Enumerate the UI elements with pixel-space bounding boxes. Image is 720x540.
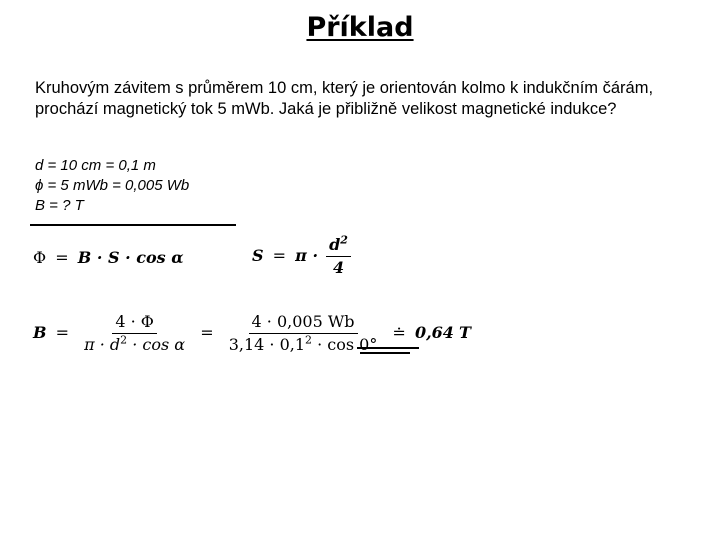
- formula-induction-num1: 4 · Φ: [112, 313, 157, 334]
- result-value: 0,64: [414, 323, 454, 342]
- formula-area-num: d: [329, 235, 341, 254]
- formula-flux: Φ = B · S · cos α: [33, 248, 184, 267]
- formula-induction: B = $\frac{4 \cdot \Phi}{\pi \cdot d^2 \cdot \cos \alpha}$ = $\frac{4 \cdot 0,005 Wb}{3,14 \cdot 0,1^2 \cdot \cos 0^\circ}$ ≐ 0,64 T: [33, 312, 471, 354]
- formula-induction-den2b: · cos 0°: [312, 335, 378, 354]
- given-values: [35, 156, 189, 216]
- result-unit: T: [459, 323, 471, 342]
- formula-induction-den2a: 3,14 · 0,1: [228, 335, 306, 354]
- formula-induction-den1-exp: 2: [120, 333, 128, 347]
- formula-flux-rhs: B · S · cos α: [77, 248, 184, 267]
- formula-area-lhs: S: [252, 246, 264, 265]
- formula-area-fraction: [326, 233, 351, 277]
- formula-area-prefix: π ·: [295, 246, 319, 265]
- formula-induction-lhs: B: [33, 323, 47, 342]
- given-unknown: B = ? T: [35, 197, 84, 214]
- formula-area-exp: 2: [340, 233, 348, 247]
- result-underline: [357, 347, 419, 349]
- given-divider: [30, 224, 236, 226]
- formula-induction-num2: 4 · 0,005 Wb: [249, 313, 358, 334]
- given-diameter: d = 10 cm = 0,1 m: [35, 157, 156, 174]
- page-title: Příklad: [306, 12, 414, 43]
- given-flux: ϕ = 5 mWb = 0,005 Wb: [35, 177, 190, 194]
- approx-symbol: ≐: [392, 323, 406, 342]
- formula-induction-den1a: π · d: [84, 335, 121, 354]
- formula-area: S = π · $\frac{d^2}{4}$: [252, 236, 354, 277]
- formula-induction-den1b: · cos α: [127, 335, 186, 354]
- formula-induction-fraction-symbolic: [81, 313, 188, 354]
- formula-area-den: 4: [332, 258, 345, 277]
- result-double-underline: [360, 352, 410, 354]
- formula-induction-den2-exp: 2: [305, 333, 313, 347]
- problem-text: Kruhovým závitem s průměrem 10 cm, který je orientován kolmo k indukčním čárám, prochází magnetický tok 5 mWb. Jaká je přibližně velikost magnetické indukce?: [35, 79, 654, 118]
- formula-flux-lhs: Φ: [33, 248, 47, 267]
